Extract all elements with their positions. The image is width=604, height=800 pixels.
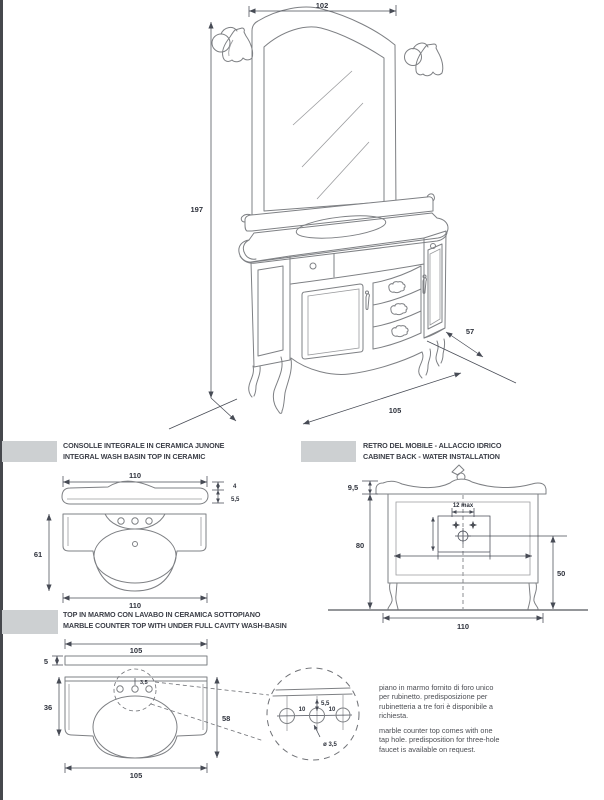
- dim-label-hole-offset: 3,5: [140, 680, 148, 686]
- marble-title-it: TOP IN MARMO CON LAVABO IN CERAMICA SOTTOPIANO: [63, 610, 261, 619]
- note-line: richiesta.: [379, 710, 409, 720]
- dim-label-slab-width: 105: [129, 646, 143, 655]
- note-line: marble counter top comes with one: [379, 726, 493, 736]
- dim-label-drain-zone: 12 max: [452, 503, 474, 509]
- water-installation-zone: [433, 503, 567, 552]
- back-section-bar: [301, 441, 356, 462]
- back-tap: [452, 465, 465, 481]
- cabinet-back-view: [328, 465, 588, 631]
- ceramic-section-title: [63, 441, 224, 462]
- marble-top-view: [44, 639, 359, 780]
- dim-label-mirror-width: 102: [315, 1, 329, 10]
- dim-label-depth: 57: [465, 327, 475, 336]
- ceramic-top-view: [34, 471, 240, 610]
- drawer-pulls: [389, 282, 408, 337]
- dim-label-detail-top-gap: 5,5: [321, 701, 330, 707]
- dim-label-width: 105: [388, 406, 402, 415]
- right-sconce-lamp-icon: [405, 43, 443, 76]
- ceramic-front-view: [34, 514, 207, 610]
- marble-note-english: [379, 726, 529, 754]
- back-title-it: RETRO DEL MOBILE - ALLACCIO IDRICO: [363, 441, 502, 450]
- note-line: piano in marmo fornito di foro unico: [379, 683, 494, 692]
- note-line: faucet is available on request.: [379, 744, 476, 754]
- dim-label-slab-thickness: 5: [43, 657, 49, 666]
- marble-slab: [44, 639, 207, 666]
- ceramic-side-profile: [62, 471, 240, 504]
- marble-section-bar: [2, 610, 58, 634]
- dim-label-drain-height: 50: [557, 569, 566, 578]
- marble-note: [379, 683, 529, 760]
- dim-label-marble-depth: 36: [43, 703, 53, 712]
- dim-label-ceramic-edge: 5,5: [231, 497, 240, 503]
- dim-label-ceramic-bottom-width: 110: [128, 601, 142, 610]
- marble-front-view: [44, 669, 269, 780]
- left-sconce-lamp-icon: [212, 27, 253, 61]
- dim-label-detail-right-gap: 10: [328, 707, 336, 713]
- detail-callout-circle-large: [267, 668, 359, 760]
- tap-hole-detail: [267, 668, 359, 760]
- note-line: tap hole. predisposition for three-hole: [379, 735, 500, 745]
- dim-label-detail-left-gap: 10: [298, 707, 306, 713]
- dim-label-marble-total-height: 58: [222, 714, 231, 723]
- dim-label-total-height: 197: [190, 205, 203, 214]
- dim-label-back-width: 110: [456, 622, 470, 631]
- cabriole-legs: [249, 339, 445, 413]
- dim-label-back-height: 80: [355, 541, 365, 550]
- counter-top: [239, 194, 448, 263]
- marble-title-en: MARBLE COUNTER TOP WITH UNDER FULL CAVITY WASH-BASIN: [63, 621, 287, 630]
- ceramic-section-bar: [2, 441, 57, 462]
- valve-symbol-left: [452, 521, 460, 529]
- valve-symbol-right: [469, 521, 477, 529]
- ceramic-title-en: INTEGRAL WASH BASIN TOP IN CERAMIC: [63, 451, 206, 461]
- mirror: [252, 7, 396, 224]
- dim-label-back-top-thickness: 9,5: [347, 483, 359, 492]
- marble-note-italian: [379, 683, 529, 720]
- detail-callout-circle-small: [114, 669, 156, 711]
- note-line: per rubinetto. predisposizione per: [379, 692, 488, 702]
- perspective-view: [169, 1, 516, 429]
- note-line: rubinetteria a tre fori è disponibile a: [379, 701, 493, 711]
- dim-label-marble-bottom-width: 105: [129, 771, 143, 780]
- dim-label-detail-hole-diameter: ø 3,5: [323, 742, 337, 748]
- marble-section-title: [63, 609, 287, 631]
- ceramic-title-it: CONSOLLE INTEGRALE IN CERAMICA JUNONE: [63, 441, 225, 450]
- dim-label-ceramic-top-width: 110: [128, 471, 142, 480]
- back-title-en: CABINET BACK - WATER INSTALLATION: [363, 451, 500, 461]
- dim-label-ceramic-depth: 61: [33, 550, 43, 559]
- dim-label-ceramic-lip: 4: [233, 484, 237, 490]
- back-section-title: [363, 441, 501, 462]
